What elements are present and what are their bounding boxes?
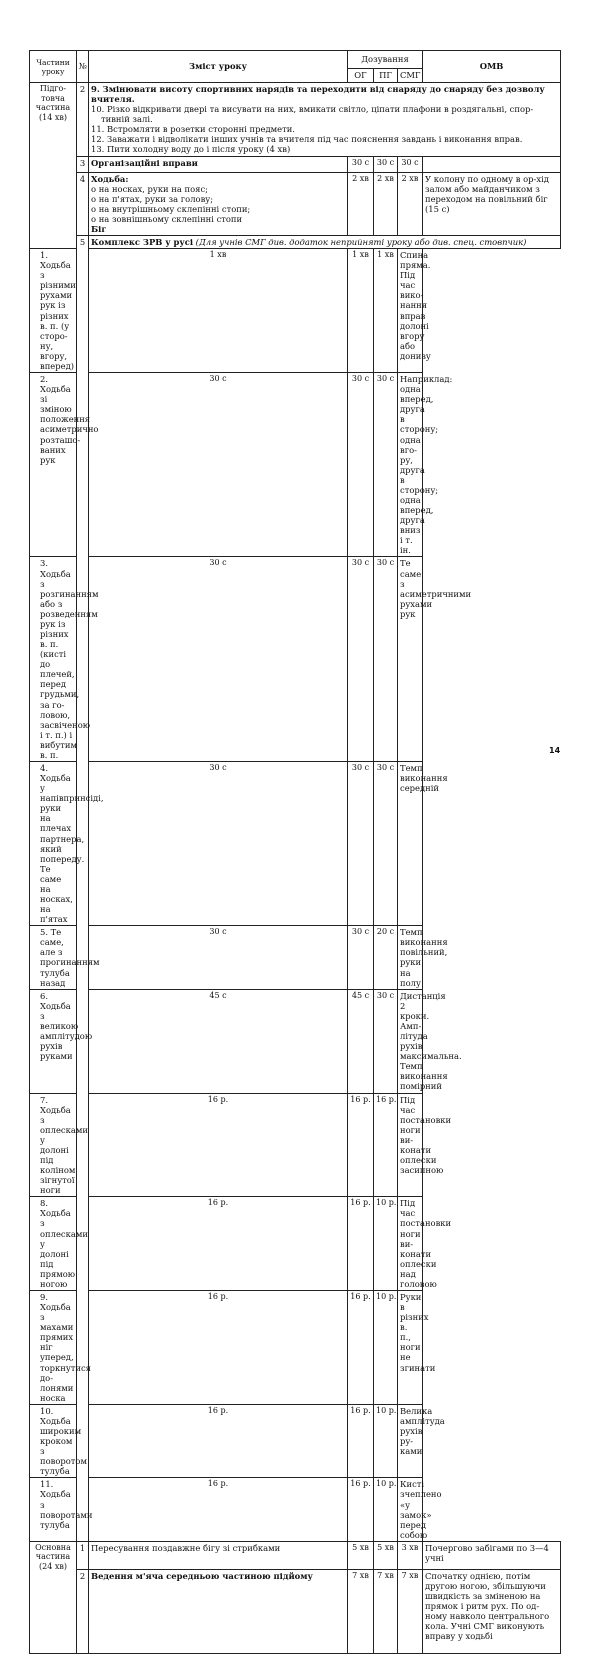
- exercise-row: [30, 1404, 561, 1478]
- header-num: №: [77, 51, 89, 83]
- dose-pg: 5 хв: [374, 1541, 398, 1569]
- dose-smg: 10 р.: [374, 1290, 398, 1404]
- dose-smg: 30 с: [374, 557, 398, 762]
- dose-smg: 30 с: [374, 989, 398, 1093]
- exercise-row: [30, 1093, 561, 1197]
- table-row: [30, 83, 561, 157]
- dose-smg: 7 хв: [398, 1569, 423, 1653]
- exercise-text: 7. Ходьба з оплесками у долоні під коліном зігнутої ноги: [30, 1093, 77, 1197]
- dose-og: 5 хв: [348, 1541, 374, 1569]
- row-omv: У колону по одному в ор-хід залом або майданчиком з переходом на повільний біг (15 с): [423, 172, 561, 235]
- row-title: Ведення м'яча середньою частиною підйому: [89, 1569, 348, 1653]
- list-item: Біг: [91, 223, 107, 234]
- row-omv: [423, 156, 561, 172]
- dose-pg: 16 р.: [348, 1478, 374, 1541]
- exercise-text: 4. Ходьба у напівпринсіді, руки на плечах партнера, який попереду. Те саме на носках, на п'ятах: [30, 762, 77, 926]
- row-num: 5: [77, 236, 89, 1542]
- lesson-plan-table: [29, 50, 561, 1654]
- header-row: [30, 51, 561, 69]
- row-title: Організаційні вправи: [89, 156, 348, 172]
- header-dose: Дозування: [348, 51, 423, 69]
- dose-pg: 1 хв: [348, 249, 374, 373]
- header-omv: ОМВ: [423, 51, 561, 83]
- exercise-row: [30, 1197, 561, 1291]
- header-og: ОГ: [348, 69, 374, 83]
- row-num: 1: [77, 1541, 89, 1569]
- rules-list: [89, 83, 561, 157]
- exercise-row: [30, 1478, 561, 1541]
- complex-name: Комплекс ЗРВ у русі: [91, 237, 194, 248]
- exercise-omv: Кисті зчеплено «у замок» перед собою: [398, 1478, 423, 1541]
- exercise-omv: Велика амплітуда рухів ру-ками: [398, 1404, 423, 1478]
- dose-smg: 2 хв: [398, 172, 423, 235]
- dose-pg: 7 хв: [374, 1569, 398, 1653]
- exercise-row: [30, 926, 561, 989]
- row-content: [89, 172, 348, 235]
- dose-smg: 30 с: [398, 156, 423, 172]
- rule-line: 12. Заважати і відволікати інших учнів та вчителя під час пояснення завдань і виконання вправ.: [91, 134, 523, 145]
- dose-og: 7 хв: [348, 1569, 374, 1653]
- exercise-text: 3. Ходьба з розгинанням або з розведенням рук із різних в. п. (кисті до плечей, перед грудьми, за го-ловою, засвіченою і т. п.) і вибутим в. п.: [30, 557, 77, 762]
- exercise-omv: Темп виконання повільний, руки на полу: [398, 926, 423, 989]
- dose-smg: 30 с: [374, 373, 398, 557]
- dose-pg: 16 р.: [348, 1093, 374, 1197]
- dose-og: 30 с: [89, 926, 348, 989]
- header-content: Зміст уроку: [89, 51, 348, 83]
- dose-og: 16 р.: [89, 1290, 348, 1404]
- exercise-text: 6. Ходьба з великою амплітудою рухів руками: [30, 989, 77, 1093]
- header-part: Частини уроку: [30, 51, 77, 83]
- exercise-row: [30, 557, 561, 762]
- row-num: 2: [77, 83, 89, 157]
- row-num: 3: [77, 156, 89, 172]
- dose-og: 16 р.: [89, 1478, 348, 1541]
- dose-og: 30 с: [89, 557, 348, 762]
- table-row: [30, 172, 561, 235]
- exercise-row: [30, 762, 561, 926]
- page-number: 14: [549, 746, 561, 755]
- rule-line: 13. Пити холодну воду до і після уроку (4 хв): [91, 144, 291, 155]
- row-title: Ходьба:: [91, 173, 129, 184]
- exercise-text: 9. Ходьба з махами прямих ніг уперед, торкнутися до-лонями носка: [30, 1290, 77, 1404]
- exercise-text: 11. Ходьба з поворотами тулуба: [30, 1478, 77, 1541]
- exercise-omv: Те саме з асиметричними рухами рук: [398, 557, 423, 762]
- exercise-text: 10. Ходьба широким кроком з поворотом тулуба: [30, 1404, 77, 1478]
- row-num: 2: [77, 1569, 89, 1653]
- rule-line: 9. Змінювати висоту спортивних нарядів та переходити від снаряду до снаряду без дозволу вчителя.: [91, 84, 545, 105]
- list-item: о на зовнішньому склепінні стопи: [91, 213, 243, 224]
- dose-smg: 10 р.: [374, 1478, 398, 1541]
- rule-line: 11. Встромляти в розетки сторонні предмети.: [91, 124, 295, 135]
- exercise-omv: Темп виконання середній: [398, 762, 423, 926]
- dose-smg: 10 р.: [374, 1404, 398, 1478]
- dose-og: 2 хв: [348, 172, 374, 235]
- dose-pg: 16 р.: [348, 1197, 374, 1291]
- dose-og: 45 с: [89, 989, 348, 1093]
- dose-og: 30 с: [89, 762, 348, 926]
- dose-og: 16 р.: [89, 1197, 348, 1291]
- dose-smg: 16 р.: [374, 1093, 398, 1197]
- row-omv: Почергово забігами по 3—4 учні: [423, 1541, 561, 1569]
- exercise-omv: Під час постановки ноги ви-конати оплески засипною: [398, 1093, 423, 1197]
- exercise-omv: Наприклад: одна вперед, друга в сторону; одна вго-ру, друга в сторону; одна вперед, друга вниз і т. ін.: [398, 373, 423, 557]
- header-smg: СМГ: [398, 69, 423, 83]
- list-item: о на п'ятах, руки за голову;: [91, 193, 214, 204]
- dose-smg: 3 хв: [398, 1541, 423, 1569]
- exercise-text: 2. Ходьба зі зміною положення асиметрично розташо-ваних рук: [30, 373, 77, 557]
- dose-smg: 10 р.: [374, 1197, 398, 1291]
- exercise-text: 1. Ходьба з різними рухами рук із різних в. п. (у сторо-ну, вгору, вперед): [30, 249, 77, 373]
- dose-pg: 2 хв: [374, 172, 398, 235]
- part-prep: Підго- товча частина (14 хв): [30, 83, 77, 249]
- complex-note: (Для учнів СМГ див. додаток неприйняті уроку або див. спец. стовпчик): [193, 237, 527, 248]
- dose-pg: 16 р.: [348, 1404, 374, 1478]
- rule-line: тивній залі.: [101, 114, 153, 125]
- dose-pg: 16 р.: [348, 1290, 374, 1404]
- table-row: [30, 236, 561, 249]
- dose-pg: 30 с: [348, 762, 374, 926]
- dose-og: 30 с: [89, 373, 348, 557]
- exercise-omv: Спина пряма. Під час вико-нання вправ долоні вгору або донизу: [398, 249, 423, 373]
- exercise-row: [30, 373, 561, 557]
- row-num: 4: [77, 172, 89, 235]
- list-item: о на внутрішньому склепінні стопи;: [91, 203, 251, 214]
- dose-smg: 20 с: [374, 926, 398, 989]
- dose-pg: 30 с: [348, 926, 374, 989]
- dose-smg: 30 с: [374, 762, 398, 926]
- row-title: Пересування поздавжне бігу зі стрибками: [89, 1541, 348, 1569]
- exercise-omv: Руки в різних в. п., ноги не згинати: [398, 1290, 423, 1404]
- row-omv: Спочатку однією, потім другою ногою, збільшуючи швидкість за зміненою на прямок і ритм рух. По од-ному навколо центрального кола. Учні СМГ виконують вправу у ходьбі: [423, 1569, 561, 1653]
- exercise-row: [30, 249, 561, 373]
- exercise-text: 5. Те саме, але з прогинанням тулуба назад: [30, 926, 77, 989]
- rule-line: 10. Різко відкривати двері та висувати на них, вмикати світло, ціпати плафони в роздягальні, спор-: [91, 104, 534, 115]
- dose-og: 30 с: [348, 156, 374, 172]
- exercise-text: 8. Ходьба з оплесками у долоні під прямою ногою: [30, 1197, 77, 1291]
- dose-og: 16 р.: [89, 1093, 348, 1197]
- dose-pg: 45 с: [348, 989, 374, 1093]
- dose-smg: 1 хв: [374, 249, 398, 373]
- complex-title: [89, 236, 561, 249]
- exercise-omv: Дистанція 2 кроки. Амп-літуда рухів максимальна. Темп виконання помірний: [398, 989, 423, 1093]
- list-item: о на носках, руки на пояс;: [91, 183, 208, 194]
- header-pg: ПГ: [374, 69, 398, 83]
- exercise-row: [30, 1290, 561, 1404]
- dose-pg: 30 с: [348, 557, 374, 762]
- dose-og: 1 хв: [89, 249, 348, 373]
- part-main: Основна частина (24 хв): [30, 1541, 77, 1653]
- table-row: [30, 1569, 561, 1653]
- exercise-row: [30, 989, 561, 1093]
- table-row: [30, 156, 561, 172]
- dose-og: 16 р.: [89, 1404, 348, 1478]
- exercise-omv: Під час постановки ноги ви-конати оплески над головою: [398, 1197, 423, 1291]
- dose-pg: 30 с: [374, 156, 398, 172]
- dose-pg: 30 с: [348, 373, 374, 557]
- table-row: [30, 1541, 561, 1569]
